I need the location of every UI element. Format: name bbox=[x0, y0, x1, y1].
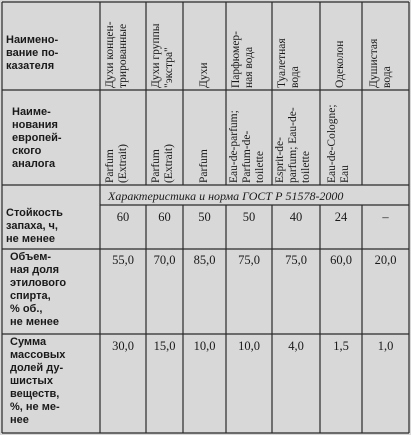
euro-name: Parfum bbox=[198, 149, 210, 183]
cell-value: 55,0 bbox=[112, 253, 134, 267]
cell-value: 75,0 bbox=[285, 253, 307, 267]
cell-value: 1,0 bbox=[377, 339, 394, 353]
product-header: Духи группы "экстра" bbox=[150, 23, 175, 88]
section-title: Характеристика и норма ГОСТ Р 51578-2000 bbox=[108, 189, 344, 203]
cell-value: 15,0 bbox=[153, 339, 176, 353]
cell-value: 10,0 bbox=[193, 339, 216, 353]
euro-analog-label: Наиме- нования европей- ского аналога bbox=[12, 106, 62, 170]
product-header: Одеколон bbox=[334, 40, 346, 88]
cell-value: 60 bbox=[116, 210, 130, 224]
cell-value: 40 bbox=[289, 210, 303, 224]
cell-value: 10,0 bbox=[238, 339, 260, 353]
euro-name: Eau-de-parfum; Parfum-de- toilette bbox=[228, 110, 266, 183]
euro-name: Esprit-de- parfum; Eau-de- toilette bbox=[274, 107, 312, 183]
euro-name: Eau-de-Cologne; Eau bbox=[326, 104, 351, 183]
product-header: Духи bbox=[198, 62, 210, 88]
cell-value: 1,5 bbox=[333, 339, 349, 353]
cell-value: 75,0 bbox=[238, 253, 260, 267]
euro-name: Parfum (Extrait) bbox=[150, 144, 175, 183]
cell-value: 85,0 bbox=[193, 253, 216, 267]
cell-value: 30,0 bbox=[112, 339, 134, 353]
cell-value: 24 bbox=[334, 210, 348, 224]
product-header: Духи концен- трированные bbox=[104, 21, 129, 88]
cell-value: 50 bbox=[242, 210, 256, 224]
cell-value: 4,0 bbox=[288, 339, 304, 353]
product-header: Душистая вода bbox=[368, 38, 393, 88]
row-label-durability: Стойкость запаха, ч, не менее bbox=[6, 207, 63, 245]
product-header: Туалетная вода bbox=[276, 38, 301, 88]
product-header: Парфюмер- ная вода bbox=[230, 30, 255, 88]
row-label-ethanol: Объем- ная доля этилового спирта, % об., не менее bbox=[10, 251, 67, 328]
cell-value: 60,0 bbox=[330, 253, 352, 267]
cell-value: 50 bbox=[198, 210, 211, 224]
cell-value: 70,0 bbox=[153, 253, 176, 267]
cell-value: 20,0 bbox=[374, 253, 397, 267]
cell-value: 60 bbox=[158, 210, 171, 224]
cell-value: – bbox=[382, 210, 389, 224]
euro-name: Parfum (Extrait) bbox=[104, 144, 129, 183]
row-label-fragrance: Сумма массовых долей ду- шистых веществ, %, не ме- нее bbox=[10, 336, 66, 426]
header-indicator-label: Наимено- вание по- казателя bbox=[6, 34, 59, 72]
